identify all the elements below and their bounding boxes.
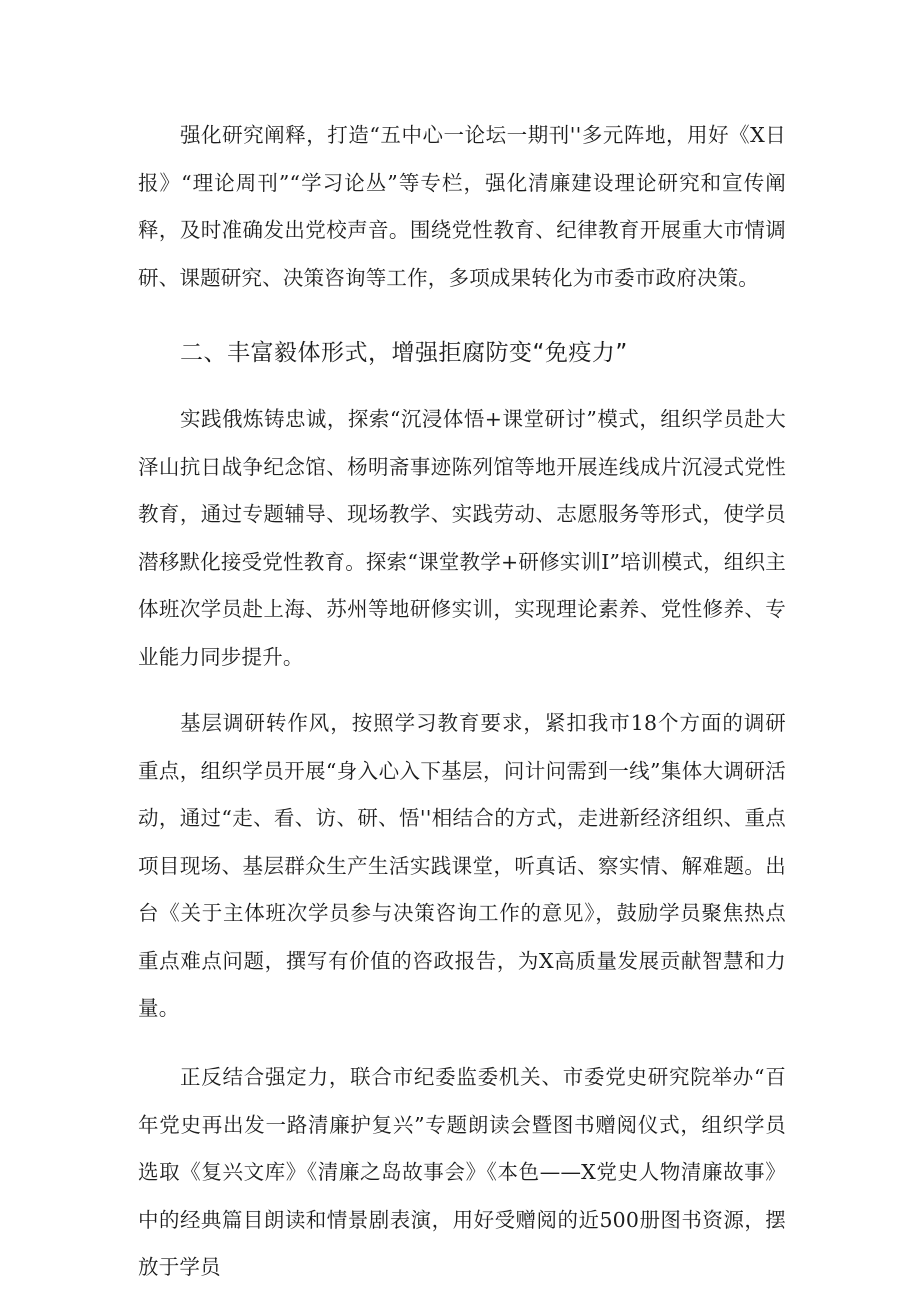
paragraph-integrity: 正反结合强定力，联合市纪委监委机关、市委党史研究院举办“百年党史再出发一路清廉护复兴”专题朗读会暨图书赠阅仪式，组织学员选取《复兴文库》《清廉之岛故事会》《本色——X党史人物清廉故事》中的经典篇目朗读和情景剧表演，用好受赠阅的近500册图书资源，摆放于学员 [138, 1065, 786, 1279]
paragraph-research: 强化研究阐释，打造“五中心一论坛一期刊''多元阵地，用好《X日报》“理论周刊”“学习论丛”等专栏，强化清廉建设理论研究和宣传阐释，及时准确发出党校声音。围绕党性教育、纪律教育开展重大市情调研、课题研究、决策咨询等工作，多项成果转化为市委市政府决策。 [138, 123, 786, 290]
paragraph-grassroots: 基层调研转作风，按照学习教育要求，紧扣我市18个方面的调研重点，组织学员开展“身入心入下基层，问计问需到一线”集体大调研活动，通过“走、看、访、研、悟''相结合的方式，走进新经济组织、重点项目现场、基层群众生产生活实践课堂，听真话、察实情、解难题。出台《关于主体班次学员参与决策咨询工作的意见》，鼓励学员聚焦热点重点难点问题，撰写有价值的咨政报告，为X高质量发展贡献智慧和力量。 [138, 711, 786, 1020]
section-heading-2: 二、丰富毅体形式，增强拒腐防变“免疫力” [180, 340, 628, 366]
paragraph-practice: 实践俄炼铸忠诚，探索“沉浸体悟+课堂研讨”模式，组织学员赴大泽山抗日战争纪念馆、杨明斋事迹陈列馆等地开展连线成片沉浸式党性教育，通过专题辅导、现场教学、实践劳动、志愿服务等形式，使学员潜移默化接受党性教育。探索“课堂教学+研修实训I”培训模式，组织主体班次学员赴上海、苏州等地研修实训，实现理论素养、党性修养、专业能力同步提升。 [138, 407, 786, 669]
